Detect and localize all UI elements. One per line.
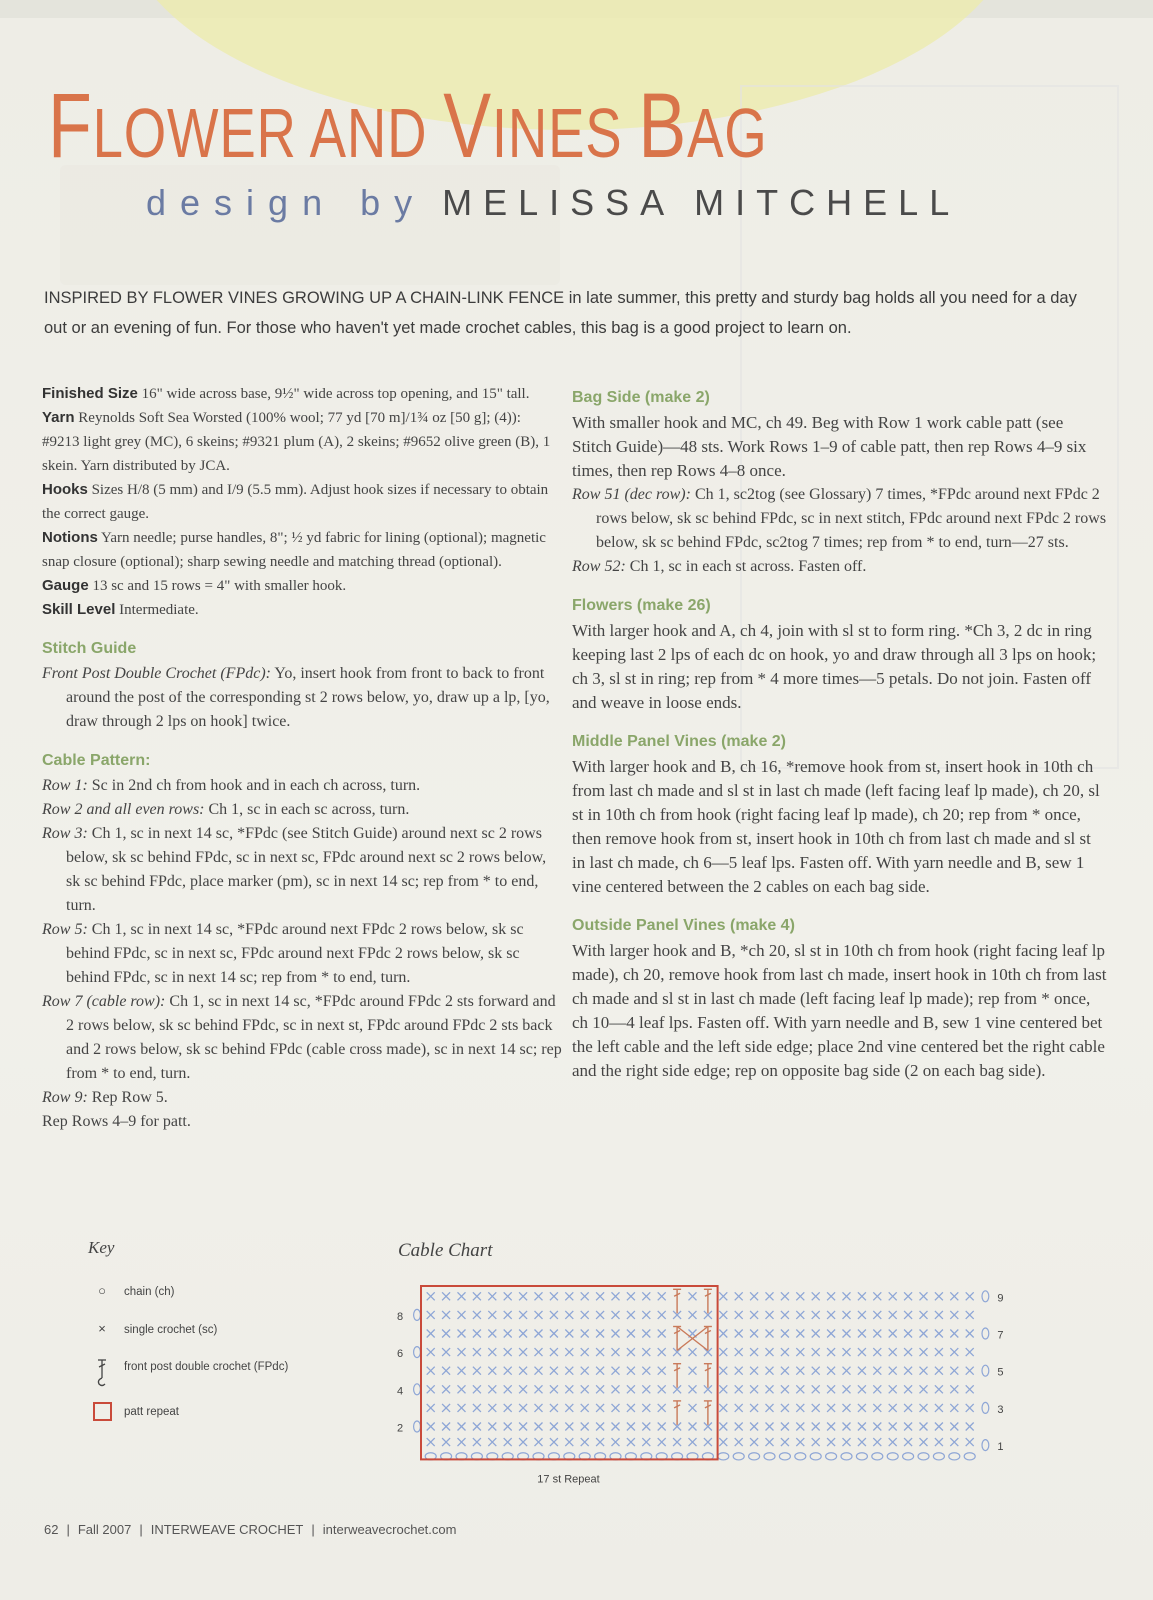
chart-title: Cable Chart: [398, 1240, 493, 1261]
row-number-left: 2: [397, 1422, 404, 1435]
single-crochet-icon: ×: [98, 1321, 106, 1336]
chain-mark: [856, 1453, 867, 1460]
chain-mark: [810, 1453, 821, 1460]
spec-yarn: Yarn Reynolds Soft Sea Worsted (100% wool; 77 yd [70 m]/1¾ oz [50 g]; (4)): #9213 light grey (MC), 6 skeins; #9321 plum (A), 2 skeins; #9652 olive green (B), 1 skein. Yarn distributed by JCA.: [42, 409, 551, 474]
middle-vines-heading: Middle Panel Vines (make 2): [572, 733, 787, 750]
chain-mark: [764, 1453, 775, 1460]
turning-chain-mark: [982, 1365, 989, 1376]
turning-chain-mark: [982, 1291, 989, 1302]
row-number-right: 7: [997, 1329, 1004, 1342]
chain-icon: ○: [98, 1283, 106, 1298]
row-text: Rep Rows 4–9 for patt.: [42, 1113, 191, 1130]
chain-mark: [779, 1453, 790, 1460]
bag-side-rows: [572, 483, 1107, 579]
row-label: Row 2 and all even rows:: [42, 801, 205, 818]
row-label: Row 51 (dec row):: [572, 486, 691, 503]
row-label: Row 52:: [572, 558, 626, 575]
key-item-fpdc: front post double crochet (FPdc): [90, 1356, 288, 1391]
pattern-repeat-box: [421, 1286, 718, 1459]
bag-side-row: [572, 483, 1107, 555]
chain-mark: [933, 1453, 944, 1460]
intro-lead: INSPIRED BY FLOWER VINES GROWING UP A CHAIN-LINK FENCE: [44, 289, 565, 307]
outside-vines-text: With larger hook and B, *ch 20, sl st in 10th ch from hook (right facing leaf lp made), ch 20, remove hook from last ch made, insert hook in 10th ch from last ch made and sl st in last ch made (left facing leaf lp made); rep from * once, ch 10—4 leaf lps. Fasten off. With yarn needle and B, sew 1 vine centered bet the left cable and the left side edge; place 2nd vine centered bet the right cable and the right side edge; rep on opposite bag side (2 on each bag side).: [572, 941, 1107, 1080]
row-number-right: 1: [997, 1441, 1004, 1454]
chain-mark: [826, 1453, 837, 1460]
turning-chain-mark: [982, 1402, 989, 1413]
stitch-guide-heading: Stitch Guide: [42, 640, 137, 657]
row-number-left: 8: [397, 1310, 404, 1323]
cable-chart: [385, 1282, 1025, 1486]
bag-side-heading: Bag Side (make 2): [572, 389, 710, 406]
row-number-right: 9: [997, 1292, 1004, 1305]
chain-mark: [749, 1453, 760, 1460]
row-label: Row 5:: [42, 921, 88, 938]
designer-byline: [146, 182, 960, 224]
row-text: Ch 1, sc in next 14 sc, *FPdc around FPdc 2 sts forward and 2 rows below, sk sc behind FPdc, sc in next st, FPdc around FPdc 2 sts back and 2 rows below, sk sc behind FPdc (cable cross made), sc in next 14 sc; rep from * to end, turn.: [66, 993, 562, 1082]
bag-side-text: With smaller hook and MC, ch 49. Beg with Row 1 work cable patt (see Stitch Guide)—48 sts. Work Rows 1–9 of cable patt, then rep Rows 4–9 six times, then rep Rows 4–8 once.: [572, 413, 1087, 480]
page-title: FLOWER AND VINES BAG: [48, 75, 768, 177]
stitch-guide-text: Front Post Double Crochet (FPdc): Yo, insert hook from front to back to front around the post of the corresponding st 2 rows below, yo, draw up a lp, [yo, draw through 2 lps on hook] twice.: [42, 665, 550, 730]
cable-pattern-row: [42, 918, 562, 990]
intro-paragraph: [44, 283, 1096, 343]
page-number: 62: [44, 1522, 59, 1537]
cable-pattern-row: [42, 822, 562, 918]
outside-vines-heading: Outside Panel Vines (make 4): [572, 917, 795, 934]
chain-mark: [733, 1453, 744, 1460]
row-number-right: 3: [997, 1403, 1004, 1416]
cable-pattern-row: [42, 774, 562, 798]
cable-pattern-row: [42, 1110, 562, 1134]
chain-mark: [903, 1453, 914, 1460]
chain-mark: [887, 1453, 898, 1460]
row-number-right: 5: [997, 1366, 1004, 1379]
specs-block: [42, 382, 562, 622]
intro-text: in late summer, this pretty and sturdy bag holds all you need for a day out or an evening of fun. For those who haven't yet made crochet cables, this bag is a good project to learn on.: [44, 289, 1077, 337]
chain-mark: [718, 1453, 729, 1460]
left-column: [42, 382, 562, 1134]
cable-pattern-heading: Cable Pattern:: [42, 752, 151, 769]
key-item-repeat: patt repeat: [90, 1402, 179, 1421]
turning-chain-mark: [414, 1384, 421, 1395]
key-title: Key: [88, 1238, 115, 1257]
designer-name: MELISSA MITCHELL: [442, 182, 961, 223]
row-text: Ch 1, sc in each sc across, turn.: [204, 801, 410, 818]
row-number-left: 4: [397, 1385, 404, 1398]
row-text: Ch 1, sc in next 14 sc, *FPdc around next FPdc 2 rows below, sk sc behind FPdc, sc in next sc, FPdc around next FPdc 2 rows below, sk sc behind FPdc, sc in next 14 sc; rep from * to end, turn.: [66, 921, 524, 986]
byline-prefix: design by: [146, 182, 427, 223]
spec-gauge: Gauge 13 sc and 15 rows = 4" with smaller hook.: [42, 577, 347, 594]
key-item-chain: ○ chain (ch): [90, 1283, 175, 1298]
website-url: interweavecrochet.com: [322, 1522, 457, 1537]
repeat-box-icon: [90, 1402, 114, 1421]
flowers-text: With larger hook and A, ch 4, join with sl st to form ring. *Ch 3, 2 dc in ring keeping last 2 lps of each dc on hook, yo and draw through all 3 lps on hook; ch 3, sl st in ring; rep from * 4 more times—5 petals. Do not join. Fasten off and weave in loose ends.: [572, 621, 1097, 712]
fpdc-icon: [90, 1356, 114, 1391]
issue-label: Fall 2007: [77, 1522, 132, 1537]
chain-mark: [795, 1453, 806, 1460]
cable-pattern-row: [42, 1086, 562, 1110]
chain-mark: [964, 1453, 975, 1460]
cable-pattern-rows: [42, 774, 562, 1134]
flowers-heading: Flowers (make 26): [572, 597, 711, 614]
spec-hooks: Hooks Sizes H/8 (5 mm) and I/9 (5.5 mm). Adjust hook sizes if necessary to obtain the correct gauge.: [42, 481, 549, 522]
cable-pattern-row: [42, 990, 562, 1086]
key-item-sc: × single crochet (sc): [90, 1321, 217, 1336]
chain-mark: [841, 1453, 852, 1460]
turning-chain-mark: [982, 1440, 989, 1451]
row-text: Ch 1, sc in each st across. Fasten off.: [625, 558, 867, 575]
row-label: Row 7 (cable row):: [42, 993, 166, 1010]
cable-pattern-row: [42, 798, 562, 822]
magazine-name: INTERWEAVE CROCHET: [150, 1522, 304, 1537]
right-column: [572, 385, 1107, 1083]
middle-vines-text: With larger hook and B, ch 16, *remove hook from st, insert hook in 10th ch from last ch made and sl st in last ch made (left facing leaf lp made), ch 20, sl st in 10th ch from hook (right facing leaf lp made), ch 20; rep from * once, then remove hook from st, insert hook in 10th ch from last ch made and sl st in last ch made, ch 6—5 leaf lps. Fasten off. With yarn needle and B, sew 1 vine centered between the 2 cables on each bag side.: [572, 757, 1100, 896]
turning-chain-mark: [414, 1309, 421, 1320]
page-footer: 62 | Fall 2007 | INTERWEAVE CROCHET | interweavecrochet.com: [44, 1522, 457, 1537]
turning-chain-mark: [982, 1328, 989, 1339]
row-number-left: 6: [397, 1348, 404, 1361]
row-label: Row 9:: [42, 1089, 88, 1106]
chain-mark: [918, 1453, 929, 1460]
turning-chain-mark: [414, 1347, 421, 1358]
row-label: Row 3:: [42, 825, 88, 842]
spec-notions: Notions Yarn needle; purse handles, 8"; ½ yd fabric for lining (optional); magnetic snap closure (optional); sharp sewing needle and matching thread (optional).: [42, 529, 546, 570]
row-label: Row 1:: [42, 777, 88, 794]
chain-mark: [872, 1453, 883, 1460]
bag-side-row: [572, 555, 1107, 579]
row-text: Ch 1, sc2tog (see Glossary) 7 times, *FPdc around next FPdc 2 rows below, sk sc behind FPdc, sc in next stitch, FPdc around next FPdc 2 rows below, sk sc behind FPdc, sc2tog 7 times; rep from * to end, turn—27 sts.: [596, 486, 1107, 551]
spec-size: Finished Size 16" wide across base, 9½" wide across top opening, and 15" tall.: [42, 385, 530, 402]
repeat-label: 17 st Repeat: [537, 1473, 600, 1486]
spec-skill: Skill Level Intermediate.: [42, 601, 199, 618]
turning-chain-mark: [414, 1421, 421, 1432]
row-text: Rep Row 5.: [87, 1089, 168, 1106]
row-text: Ch 1, sc in next 14 sc, *FPdc (see Stitch Guide) around next sc 2 rows below, sk sc behind FPdc, sc in next sc, FPdc around next sc 2 rows below, sk sc behind FPdc, place marker (pm), sc in next 14 sc; rep from * to end, turn.: [66, 825, 547, 914]
chain-mark: [949, 1453, 960, 1460]
row-text: Sc in 2nd ch from hook and in each ch across, turn.: [87, 777, 421, 794]
